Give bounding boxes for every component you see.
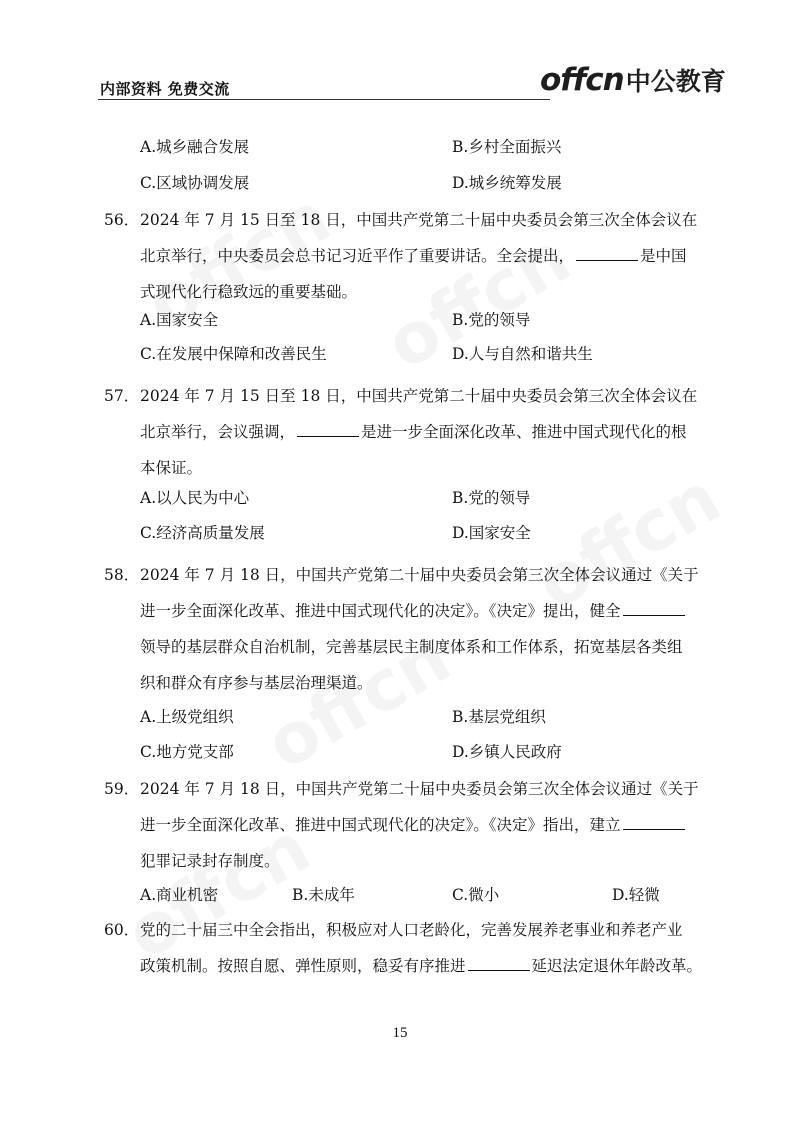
q57-line3: 本保证。	[140, 459, 203, 477]
header-caption: 内部资料 免费交流	[100, 80, 230, 98]
logo-en-text: offcn	[540, 62, 624, 98]
q58-line3: 领导的基层群众自治机制，完善基层民主制度体系和工作体系，拓宽基层各类组	[140, 638, 683, 656]
q58-option-b: B.基层党组织	[452, 708, 546, 726]
q56-number: 56．	[104, 211, 140, 229]
q56-option-d: D.人与自然和谐共生	[452, 345, 593, 363]
answer-blank	[623, 601, 685, 616]
q58-number: 58．	[104, 566, 140, 584]
q59-option-c: C.微小	[452, 886, 500, 904]
q56-line3: 式现代化行稳致远的重要基础。	[140, 283, 358, 301]
answer-blank	[468, 956, 530, 971]
q59-option-a: A.商业机密	[140, 886, 219, 904]
q59-line1: 2024 年 7 月 18 日，中国共产党第二十届中央委员会第三次全体会议通过《关于	[140, 780, 699, 798]
q58-option-d: D.乡镇人民政府	[452, 743, 562, 761]
q55-option-d: D.城乡统筹发展	[452, 174, 562, 192]
q57-line2: 北京举行，会议强调， 是进一步全面深化改革、推进中国式现代化的根	[140, 423, 687, 441]
q59-line3: 犯罪记录封存制度。	[140, 852, 280, 870]
q57-option-d: D.国家安全	[452, 524, 531, 542]
q56-option-a: A.国家安全	[140, 311, 219, 329]
answer-blank	[623, 815, 685, 830]
page-number: 15	[392, 1025, 408, 1041]
q60-line2: 政策机制。按照自愿、弹性原则，稳妥有序推进 延迟法定退休年龄改革。	[140, 957, 703, 975]
q58-line1: 2024 年 7 月 18 日，中国共产党第二十届中央委员会第三次全体会议通过《关于	[140, 566, 699, 584]
logo-cn-text: 中公教育	[625, 67, 726, 96]
q56-line2: 北京举行，中央委员会总书记习近平作了重要讲话。全会提出， 是中国	[140, 247, 687, 265]
q59-option-b: B.未成年	[292, 886, 355, 904]
q58-option-c: C.地方党支部	[140, 743, 234, 761]
q59-line2: 进一步全面深化改革、推进中国式现代化的决定》。《决定》指出，建立	[140, 815, 687, 835]
q58-line4: 织和群众有序参与基层治理渠道。	[140, 674, 373, 692]
answer-blank	[576, 246, 638, 261]
answer-blank	[297, 422, 359, 437]
header-divider	[98, 99, 550, 100]
q57-option-b: B.党的领导	[452, 489, 531, 507]
offcn-logo	[540, 62, 726, 102]
q57-line1: 2024 年 7 月 15 日至 18 日，中国共产党第二十届中央委员会第三次全体会议在	[140, 387, 698, 405]
q56-option-b: B.党的领导	[452, 311, 531, 329]
q60-number: 60．	[104, 921, 140, 939]
q57-number: 57．	[104, 387, 140, 405]
q58-option-a: A.上级党组织	[140, 708, 234, 726]
q57-option-c: C.经济高质量发展	[140, 524, 265, 542]
q57-option-a: A.以人民为中心	[140, 489, 250, 507]
q55-option-c: C.区域协调发展	[140, 174, 250, 192]
q56-option-c: C.在发展中保障和改善民生	[140, 345, 327, 363]
q58-line2: 进一步全面深化改革、推进中国式现代化的决定》。《决定》提出，健全	[140, 601, 687, 621]
q55-option-b: B.乡村全面振兴	[452, 138, 562, 156]
q60-line1: 党的二十届三中全会指出，积极应对人口老龄化，完善发展养老事业和养老产业	[140, 921, 683, 939]
q56-line1: 2024 年 7 月 15 日至 18 日，中国共产党第二十届中央委员会第三次全体会议在	[140, 211, 698, 229]
q55-option-a: A.城乡融合发展	[140, 138, 250, 156]
q59-number: 59．	[104, 780, 140, 798]
q59-option-d: D.轻微	[612, 886, 660, 904]
